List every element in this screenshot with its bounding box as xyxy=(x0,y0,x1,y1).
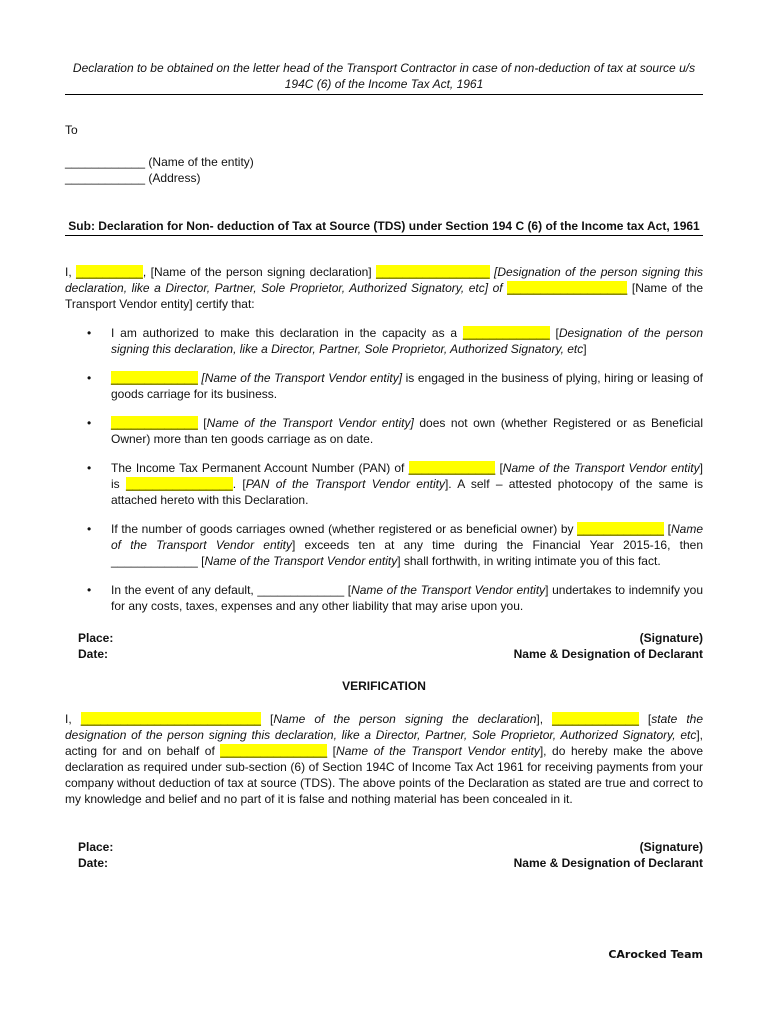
subject-line: Sub: Declaration for Non- deduction of Tax at Source (TDS) under Section 194 C (6) of the Income tax Act, 1961 xyxy=(65,218,703,236)
intro-text: , [Name of the person signing declaration] xyxy=(142,265,377,279)
addressee-block xyxy=(65,122,254,186)
entity-line: ____________ (Name of the entity) xyxy=(65,155,254,169)
signature-block-verification xyxy=(78,839,703,871)
date-label: Date: xyxy=(78,856,109,870)
vendor-entity-blank: __________________ xyxy=(507,281,628,295)
bullet-icon: • xyxy=(87,416,92,430)
bullet-icon: • xyxy=(87,583,92,597)
list-item: • If the number of goods carriages owned (whether registered or as beneficial owner) by _____________ [Name of the Transport Vendor entity] exceeds ten at any time during the Financial Year 2015-16, then _____________ [Name of the Transport Vendor entity] shall forthwith, in writing intimate you of this fact. xyxy=(87,522,704,568)
declarant-label: Name & Designation of Declarant xyxy=(513,647,703,661)
header-note: Declaration to be obtained on the letter head of the Transport Contractor in case of non-deduction of tax at source u/s 194C (6) of the Income Tax Act, 1961 xyxy=(65,60,703,95)
person-name-blank: __________ xyxy=(76,265,143,279)
vendor-entity-blank: _____________ xyxy=(111,416,198,430)
place-label: Place: xyxy=(78,840,114,854)
intro-text: [Name of the Transport Vendor entity] certify that: xyxy=(65,281,703,311)
declaration-points xyxy=(65,325,703,627)
list-item: • _____________ [Name of the Transport Vendor entity] is engaged in the business of plying, hiring or leasing of goods carriage for its business. xyxy=(87,371,703,401)
vendor-entity-blank: ________________ xyxy=(220,744,328,758)
bullet-icon: • xyxy=(87,326,92,340)
signature-block-declaration xyxy=(78,630,703,662)
signature-label: (Signature) xyxy=(639,840,703,854)
bullet-icon: • xyxy=(87,371,92,385)
address-line: ____________ (Address) xyxy=(65,171,201,185)
bullet-icon: • xyxy=(87,461,92,475)
person-name-blank: ___________________________ xyxy=(80,712,261,726)
intro-text: I, xyxy=(65,265,77,279)
list-item: • In the event of any default, _____________ [Name of the Transport Vendor entity] undertakes to indemnify you for any costs, taxes, expenses and any other liability that may arise upon you. xyxy=(87,583,703,613)
signature-label: (Signature) xyxy=(639,631,703,645)
footer-team-credit: CArocked Team xyxy=(608,948,703,961)
intro-text: [Designation of the person signing this declaration, like a Director, Partner, Sole Proprietor, Authorized Signatory, etc] of xyxy=(65,265,703,295)
list-item: • The Income Tax Permanent Account Number (PAN) of _____________ [Name of the Transport Vendor entity] is ________________. [PAN of the Transport Vendor entity]. A self – attested photocopy of the same is attached hereto with this Declaration. xyxy=(87,461,703,507)
verification-title: VERIFICATION xyxy=(342,679,426,693)
to-label: To xyxy=(65,123,78,137)
vendor-entity-blank: _____________ xyxy=(408,461,496,475)
place-label: Place: xyxy=(78,631,114,645)
list-item: • I am authorized to make this declaration in the capacity as a _____________ [Designation of the person signing this declaration, like a Director, Partner, Sole Proprietor, Authorized Signatory, etc] xyxy=(87,326,703,356)
verification-paragraph: I, ___________________________ [Name of the person signing the declaration], _____________ [state the designation of the person signing this declaration, like a Director, Partner, Sole Proprietor, Authorized Signatory, etc], acting for and on behalf of ________________ [Name of the Transport Vendor entity], do hereby make the above declaration as required under sub-section (6) of Section 194C of Income Tax Act 1961 for receiving payments from your company without deduction of tax at source (TDS). The above points of the Declaration as stated are true and correct to my knowledge and belief and no part of it is false and nothing material has been concealed in it. xyxy=(65,712,704,806)
pan-blank: ________________ xyxy=(125,477,233,491)
designation-blank: _____________ xyxy=(552,712,639,726)
capacity-blank: _____________ xyxy=(462,326,550,340)
vendor-entity-blank: _____________ xyxy=(577,522,664,536)
intro-paragraph xyxy=(65,264,703,312)
declarant-label: Name & Designation of Declarant xyxy=(513,856,703,870)
list-item: • _____________ [Name of the Transport Vendor entity] does not own (whether Registered or as Beneficial Owner) more than ten goods carriage as on date. xyxy=(87,416,703,446)
designation-blank: _________________ xyxy=(376,265,490,279)
bullet-icon: • xyxy=(87,522,92,536)
vendor-entity-blank: _____________ xyxy=(111,371,198,385)
date-label: Date: xyxy=(78,647,109,661)
